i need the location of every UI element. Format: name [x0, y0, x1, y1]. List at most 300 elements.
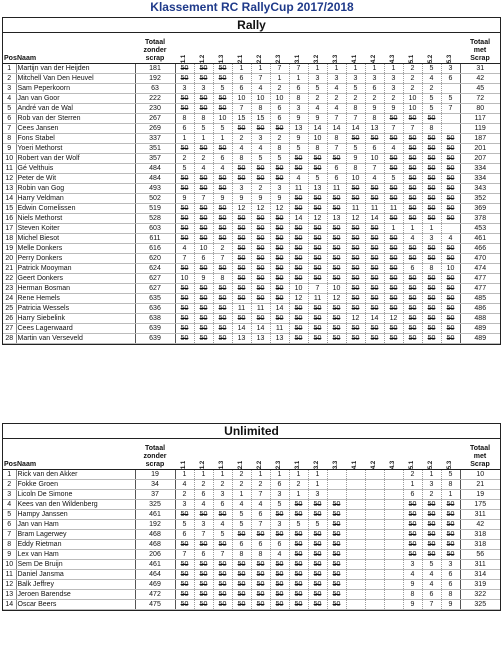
row-event-score: 50 [251, 600, 270, 610]
row-driver-name: Perry Donkers [16, 254, 135, 264]
row-position: 19 [3, 244, 16, 254]
row-driver-name: Fokke Groen [16, 480, 135, 490]
row-total-without-scrap: 337 [135, 134, 175, 144]
row-event-score: 6 [175, 124, 194, 134]
row-event-score [384, 550, 403, 560]
row-event-score: 5 [422, 94, 441, 104]
row-event-score: 50 [441, 540, 460, 550]
event-label: 5.3 [447, 54, 454, 64]
row-event-score: 50 [232, 570, 251, 580]
table-row [3, 480, 500, 490]
row-event-score: 9 [175, 194, 194, 204]
table-row [3, 124, 500, 134]
row-event-score: 50 [232, 294, 251, 304]
row-event-score: 50 [270, 510, 289, 520]
row-event-score: 50 [346, 184, 365, 194]
row-event-score [384, 580, 403, 590]
row-event-score: 1 [346, 64, 365, 74]
col-header-event [327, 439, 346, 470]
row-event-score: 50 [327, 560, 346, 570]
row-position: 22 [3, 274, 16, 284]
row-driver-name: Rick van den Akker [16, 470, 135, 480]
row-event-score: 50 [194, 64, 213, 74]
row-event-score: 3 [308, 490, 327, 500]
event-label: 4.1 [352, 54, 359, 64]
col-header-event [365, 439, 384, 470]
row-event-score: 3 [270, 184, 289, 194]
row-event-score: 50 [194, 184, 213, 194]
event-label: 5.1 [409, 54, 416, 64]
row-event-score: 2 [403, 74, 422, 84]
header-line: met [473, 453, 487, 460]
row-event-score: 15 [232, 114, 251, 124]
row-event-score: 50 [213, 74, 232, 84]
row-driver-name: Licoln De Simone [16, 490, 135, 500]
table-row [3, 154, 500, 164]
row-position: 17 [3, 224, 16, 234]
row-event-score: 50 [175, 560, 194, 570]
row-total-with-scrap: 314 [460, 570, 500, 580]
row-event-score: 6 [232, 540, 251, 550]
row-event-score: 1 [270, 74, 289, 84]
row-event-score: 50 [422, 274, 441, 284]
table-row [3, 560, 500, 570]
row-position: 18 [3, 234, 16, 244]
row-position: 14 [3, 194, 16, 204]
row-event-score: 2 [403, 84, 422, 94]
row-event-score: 6 [270, 480, 289, 490]
row-total-without-scrap: 636 [135, 304, 175, 314]
row-event-score: 50 [175, 184, 194, 194]
table-row [3, 84, 500, 94]
row-event-score: 6 [251, 510, 270, 520]
row-event-score: 2 [232, 134, 251, 144]
unlimited-table [3, 439, 500, 610]
row-total-with-scrap: 207 [460, 154, 500, 164]
row-event-score: 3 [403, 560, 422, 570]
row-event-score [365, 510, 384, 520]
row-event-score: 50 [384, 194, 403, 204]
row-event-score: 9 [251, 194, 270, 204]
col-header-total-with-scrap [460, 33, 500, 64]
row-event-score: 50 [213, 174, 232, 184]
row-event-score: 50 [403, 510, 422, 520]
row-event-score [365, 560, 384, 570]
rally-section-title: Rally [3, 18, 500, 33]
row-total-with-scrap: 322 [460, 590, 500, 600]
event-label: 4.2 [371, 460, 378, 470]
row-event-score: 7 [251, 520, 270, 530]
table-row [3, 470, 500, 480]
row-event-score: 3 [441, 64, 460, 74]
row-total-with-scrap: 334 [460, 174, 500, 184]
row-event-score: 50 [289, 224, 308, 234]
row-total-with-scrap: 319 [460, 580, 500, 590]
row-event-score: 3 [422, 234, 441, 244]
row-event-score: 7 [422, 600, 441, 610]
row-event-score: 9 [289, 114, 308, 124]
table-row [3, 214, 500, 224]
row-event-score: 50 [441, 204, 460, 214]
row-position: 3 [3, 490, 16, 500]
row-event-score: 3 [289, 104, 308, 114]
row-event-score: 13 [251, 334, 270, 344]
row-event-score: 50 [194, 204, 213, 214]
row-total-without-scrap: 528 [135, 214, 175, 224]
row-event-score: 3 [384, 74, 403, 84]
row-event-score: 50 [422, 254, 441, 264]
row-event-score: 50 [441, 314, 460, 324]
row-event-score: 50 [213, 324, 232, 334]
row-event-score: 50 [194, 600, 213, 610]
table-row [3, 334, 500, 344]
row-position: 1 [3, 470, 16, 480]
row-event-score: 5 [422, 104, 441, 114]
row-event-score: 5 [213, 84, 232, 94]
row-event-score: 8 [422, 264, 441, 274]
row-event-score: 50 [365, 264, 384, 274]
row-event-score: 1 [403, 480, 422, 490]
row-total-without-scrap: 192 [135, 520, 175, 530]
row-event-score: 50 [308, 530, 327, 540]
row-total-with-scrap: 477 [460, 274, 500, 284]
row-total-with-scrap: 470 [460, 254, 500, 264]
row-event-score: 50 [175, 334, 194, 344]
row-total-without-scrap: 627 [135, 274, 175, 284]
row-event-score: 7 [327, 144, 346, 154]
row-event-score: 50 [289, 264, 308, 274]
row-event-score: 50 [422, 500, 441, 510]
row-event-score: 50 [308, 560, 327, 570]
row-event-score: 7 [213, 254, 232, 264]
row-event-score: 1 [213, 470, 232, 480]
table-row [3, 520, 500, 530]
row-total-without-scrap: 34 [135, 480, 175, 490]
rally-section [2, 17, 501, 345]
row-event-score: 50 [270, 284, 289, 294]
row-event-score: 7 [270, 64, 289, 74]
row-event-score: 50 [270, 174, 289, 184]
col-header-event [403, 33, 422, 64]
col-header-event [346, 33, 365, 64]
row-event-score: 50 [251, 590, 270, 600]
row-event-score: 50 [403, 134, 422, 144]
row-event-score: 50 [289, 510, 308, 520]
row-event-score: 50 [175, 234, 194, 244]
row-event-score: 5 [270, 154, 289, 164]
row-event-score: 50 [270, 530, 289, 540]
row-event-score: 50 [327, 254, 346, 264]
row-event-score: 5 [232, 510, 251, 520]
row-event-score: 6 [422, 590, 441, 600]
row-event-score: 50 [289, 194, 308, 204]
row-event-score: 50 [213, 284, 232, 294]
row-event-score: 50 [403, 164, 422, 174]
row-event-score [384, 590, 403, 600]
row-event-score: 3 [251, 134, 270, 144]
row-event-score: 50 [289, 164, 308, 174]
row-event-score: 7 [327, 114, 346, 124]
row-event-score: 4 [289, 174, 308, 184]
row-event-score: 14 [308, 124, 327, 134]
row-event-score [346, 550, 365, 560]
row-event-score [346, 510, 365, 520]
row-position: 8 [3, 134, 16, 144]
unlimited-table-body [3, 470, 500, 610]
row-event-score: 10 [365, 154, 384, 164]
row-total-with-scrap: 352 [460, 194, 500, 204]
row-event-score: 50 [308, 204, 327, 214]
row-event-score: 50 [384, 164, 403, 174]
row-event-score: 1 [232, 490, 251, 500]
row-event-score: 6 [213, 500, 232, 510]
row-event-score: 10 [308, 134, 327, 144]
row-event-score: 50 [346, 284, 365, 294]
row-event-score: 50 [403, 174, 422, 184]
col-header-event [346, 439, 365, 470]
row-event-score: 50 [289, 570, 308, 580]
row-event-score: 6 [441, 74, 460, 84]
row-event-score: 50 [327, 500, 346, 510]
row-event-score: 3 [194, 520, 213, 530]
row-event-score: 50 [232, 600, 251, 610]
row-event-score: 50 [308, 154, 327, 164]
event-label: 3.2 [314, 54, 321, 64]
row-event-score: 2 [403, 470, 422, 480]
row-event-score: 10 [441, 264, 460, 274]
row-event-score: 50 [327, 324, 346, 334]
row-driver-name: Lex van Ham [16, 550, 135, 560]
col-header-event [441, 33, 460, 64]
row-event-score: 50 [289, 580, 308, 590]
row-driver-name: Patrick Mooyman [16, 264, 135, 274]
row-position: 11 [3, 570, 16, 580]
row-position: 12 [3, 174, 16, 184]
row-event-score: 8 [213, 274, 232, 284]
row-event-score: 6 [441, 580, 460, 590]
row-event-score: 13 [270, 334, 289, 344]
row-event-score: 9 [403, 580, 422, 590]
row-event-score: 50 [232, 124, 251, 134]
row-driver-name: Robert van der Wolf [16, 154, 135, 164]
row-event-score: 50 [403, 154, 422, 164]
row-event-score: 50 [327, 264, 346, 274]
row-position: 11 [3, 164, 16, 174]
row-event-score: 50 [175, 204, 194, 214]
row-event-score: 11 [327, 184, 346, 194]
row-event-score: 50 [251, 314, 270, 324]
row-event-score: 50 [232, 580, 251, 590]
row-event-score: 3 [308, 74, 327, 84]
rally-table [3, 33, 500, 344]
table-row [3, 64, 500, 74]
row-position: 13 [3, 184, 16, 194]
row-event-score: 50 [441, 254, 460, 264]
row-event-score: 5 [270, 500, 289, 510]
col-header-event [422, 439, 441, 470]
row-event-score: 50 [194, 560, 213, 570]
row-event-score: 8 [346, 164, 365, 174]
row-driver-name: Harry Veldman [16, 194, 135, 204]
row-total-without-scrap: 638 [135, 314, 175, 324]
row-event-score: 50 [194, 570, 213, 580]
row-event-score: 50 [422, 214, 441, 224]
row-event-score: 50 [365, 334, 384, 344]
row-event-score: 3 [175, 500, 194, 510]
row-total-without-scrap: 461 [135, 510, 175, 520]
col-header-event [422, 33, 441, 64]
row-event-score: 50 [422, 550, 441, 560]
row-event-score: 6 [213, 154, 232, 164]
col-header-event [213, 439, 232, 470]
row-event-score: 1 [289, 74, 308, 84]
row-event-score: 6 [194, 254, 213, 264]
row-event-score: 50 [308, 244, 327, 254]
row-event-score [441, 84, 460, 94]
row-event-score [384, 490, 403, 500]
event-label: 5.1 [409, 460, 416, 470]
row-event-score: 1 [441, 490, 460, 500]
row-event-score [365, 520, 384, 530]
row-total-without-scrap: 469 [135, 580, 175, 590]
row-event-score: 50 [308, 550, 327, 560]
row-event-score: 5 [346, 84, 365, 94]
row-total-with-scrap: 489 [460, 324, 500, 334]
row-event-score: 50 [422, 284, 441, 294]
row-event-score: 50 [441, 530, 460, 540]
row-event-score: 50 [251, 530, 270, 540]
row-event-score: 50 [308, 314, 327, 324]
col-header-event [270, 33, 289, 64]
row-event-score: 50 [213, 104, 232, 114]
row-event-score [384, 540, 403, 550]
row-event-score: 10 [403, 94, 422, 104]
row-event-score: 50 [175, 570, 194, 580]
col-header-event [232, 33, 251, 64]
row-total-without-scrap: 603 [135, 224, 175, 234]
row-event-score: 4 [441, 234, 460, 244]
row-event-score: 7 [251, 74, 270, 84]
row-total-with-scrap: 45 [460, 84, 500, 94]
row-event-score: 50 [327, 304, 346, 314]
row-event-score: 10 [175, 274, 194, 284]
row-event-score: 50 [175, 214, 194, 224]
row-total-without-scrap: 475 [135, 600, 175, 610]
event-label: 4.2 [371, 54, 378, 64]
row-driver-name: Gé Velthuis [16, 164, 135, 174]
row-event-score: 50 [384, 334, 403, 344]
row-event-score: 5 [384, 174, 403, 184]
row-event-score: 3 [422, 480, 441, 490]
row-event-score: 50 [232, 214, 251, 224]
row-total-with-scrap: 201 [460, 144, 500, 154]
table-row [3, 234, 500, 244]
row-event-score: 50 [270, 294, 289, 304]
row-event-score: 50 [327, 600, 346, 610]
row-event-score: 50 [327, 520, 346, 530]
row-event-score: 50 [251, 570, 270, 580]
row-event-score: 12 [270, 204, 289, 214]
row-total-with-scrap: 318 [460, 540, 500, 550]
row-event-score: 50 [403, 254, 422, 264]
row-event-score: 8 [251, 104, 270, 114]
row-event-score: 8 [441, 590, 460, 600]
row-total-without-scrap: 616 [135, 244, 175, 254]
row-total-without-scrap: 624 [135, 264, 175, 274]
row-event-score: 5 [422, 560, 441, 570]
row-total-without-scrap: 627 [135, 284, 175, 294]
row-event-score: 50 [251, 274, 270, 284]
row-event-score: 10 [270, 94, 289, 104]
row-event-score: 50 [308, 500, 327, 510]
row-event-score: 2 [251, 184, 270, 194]
row-event-score: 50 [175, 540, 194, 550]
row-position: 10 [3, 560, 16, 570]
row-event-score: 7 [213, 550, 232, 560]
row-event-score: 50 [308, 304, 327, 314]
row-event-score: 8 [232, 550, 251, 560]
row-event-score: 50 [270, 234, 289, 244]
row-event-score: 50 [213, 560, 232, 570]
row-event-score: 50 [441, 144, 460, 154]
row-event-score [365, 570, 384, 580]
table-row [3, 104, 500, 114]
row-event-score: 50 [384, 274, 403, 284]
row-event-score: 9 [346, 154, 365, 164]
row-event-score: 50 [194, 284, 213, 294]
row-event-score: 11 [346, 204, 365, 214]
row-event-score: 50 [346, 244, 365, 254]
row-event-score: 50 [346, 324, 365, 334]
row-total-with-scrap: 80 [460, 104, 500, 114]
row-total-with-scrap: 378 [460, 214, 500, 224]
event-label: 3.1 [295, 460, 302, 470]
row-event-score: 50 [327, 510, 346, 520]
table-row [3, 304, 500, 314]
row-event-score: 50 [213, 334, 232, 344]
row-event-score: 1 [232, 64, 251, 74]
row-event-score [346, 470, 365, 480]
row-event-score: 8 [365, 114, 384, 124]
row-event-score: 2 [270, 134, 289, 144]
row-event-score: 50 [308, 164, 327, 174]
row-total-with-scrap: 334 [460, 164, 500, 174]
row-event-score [384, 520, 403, 530]
row-total-without-scrap: 222 [135, 94, 175, 104]
row-event-score: 50 [270, 214, 289, 224]
row-event-score: 5 [308, 520, 327, 530]
row-event-score: 50 [441, 164, 460, 174]
table-row [3, 590, 500, 600]
table-row [3, 500, 500, 510]
row-event-score: 50 [251, 580, 270, 590]
row-event-score: 1 [251, 470, 270, 480]
row-driver-name: Steven Koiter [16, 224, 135, 234]
row-event-score: 6 [251, 540, 270, 550]
row-event-score: 50 [441, 184, 460, 194]
row-event-score: 50 [270, 314, 289, 324]
row-driver-name: Oscar Beers [16, 600, 135, 610]
row-event-score: 1 [251, 64, 270, 74]
row-event-score [346, 530, 365, 540]
row-total-without-scrap: 484 [135, 174, 175, 184]
col-header-event [289, 439, 308, 470]
row-event-score: 2 [384, 94, 403, 104]
row-event-score: 12 [327, 294, 346, 304]
row-event-score: 6 [270, 104, 289, 114]
row-total-without-scrap: 269 [135, 124, 175, 134]
row-event-score: 50 [194, 74, 213, 84]
